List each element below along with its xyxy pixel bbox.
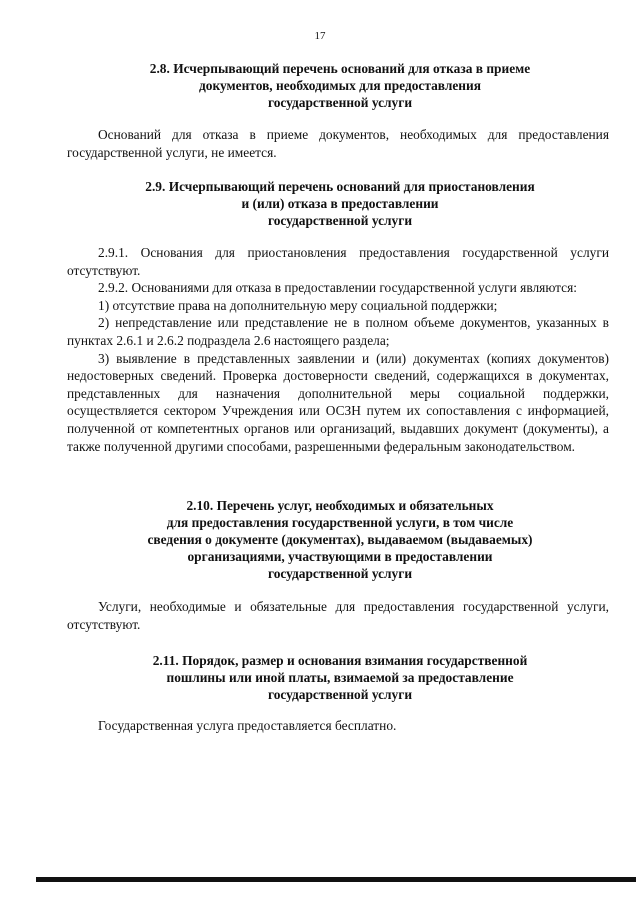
heading-line: организациями, участвующими в предоставлении (187, 549, 493, 564)
paragraph: Оснований для отказа в приеме документов, необходимых для предоставления государственной услуги, не имеется. (67, 127, 609, 160)
heading-line: для предоставления государственной услуги, в том числе (166, 515, 514, 530)
paragraph: 2.9.2. Основаниями для отказа в предоставлении государственной услуги являются: (98, 280, 577, 296)
heading-line: государственной услуги (267, 213, 413, 228)
heading-line: государственной услуги (267, 687, 413, 702)
heading-line: сведения о документе (документах), выдаваемом (выдаваемых) (147, 532, 533, 547)
heading-line: документов, необходимых для предоставления (199, 78, 481, 93)
paragraph: 2.9.1. Основания для приостановления предоставления государственной услуги отсутствуют. (67, 245, 609, 278)
section-2-8-heading (70, 60, 610, 111)
section-2-9-heading (70, 178, 610, 229)
bottom-scan-rule (36, 877, 636, 882)
section-2-10-heading (70, 497, 610, 582)
list-item: 3) выявление в представленных заявлении и (или) документах (копиях документов) недостоверных сведений. Проверка достоверности сведений, содержащихся в документах, представленных для назначения дополнительной меры социальной поддержки, осуществляется сектором Учреждения или ОСЗН путем их сопоставления с информацией, полученной от компетентных органов или организаций, выдавших документ (документы), а также полученной другими способами, разрешенными федеральным законодательством. (67, 350, 609, 454)
heading-line: государственной услуги (267, 95, 413, 110)
section-2-11-heading (70, 652, 610, 703)
heading-line: 2.11. Порядок, размер и основания взимания государственной (152, 653, 528, 668)
section-2-9-body (67, 244, 609, 455)
section-2-8-body (67, 126, 609, 161)
heading-line: 2.9. Исчерпывающий перечень оснований для приостановления (145, 179, 535, 194)
heading-line: 2.8. Исчерпывающий перечень оснований для отказа в приеме (149, 61, 531, 76)
heading-line: пошлины или иной платы, взимаемой за предоставление (166, 670, 514, 685)
paragraph: Услуги, необходимые и обязательные для предоставления государственной услуги, отсутствуют. (67, 599, 609, 632)
list-item: 1) отсутствие права на дополнительную меру социальной поддержки; (98, 297, 498, 313)
heading-line: государственной услуги (267, 566, 413, 581)
list-item: 2) непредставление или представление не в полном объеме документов, указанных в пунктах 2.6.1 и 2.6.2 подраздела 2.6 настоящего раздела; (67, 315, 609, 348)
paragraph: Государственная услуга предоставляется бесплатно. (98, 718, 397, 733)
section-2-11-body (67, 717, 609, 735)
heading-line: и (или) отказа в предоставлении (241, 196, 439, 211)
heading-line: 2.10. Перечень услуг, необходимых и обязательных (186, 498, 494, 513)
section-2-10-body (67, 598, 609, 633)
page-number: 17 (314, 30, 326, 42)
